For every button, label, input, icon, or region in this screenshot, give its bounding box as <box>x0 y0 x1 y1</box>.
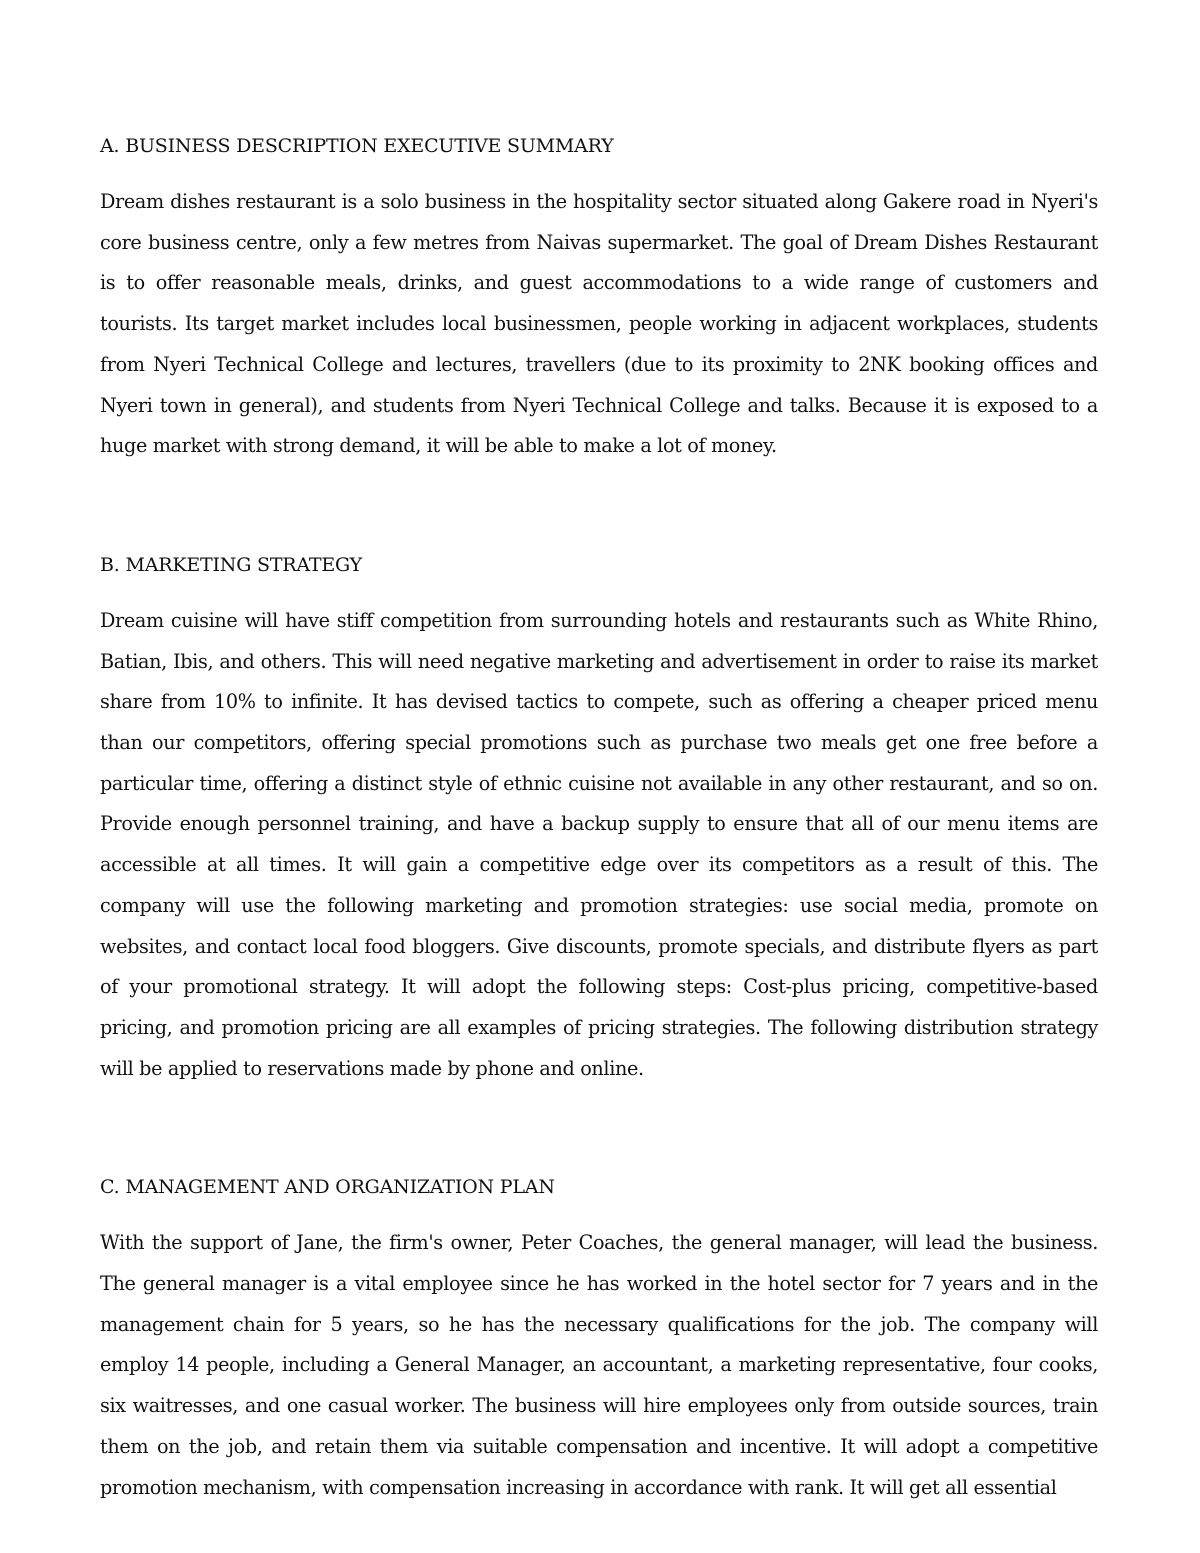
section-heading: A. BUSINESS DESCRIPTION EXECUTIVE SUMMARY <box>100 135 614 157</box>
section-body: Dream cuisine will have stiff competition from surrounding hotels and restaurants such as White Rhino, Batian, Ibis, and others. This will need negative marketing and advertisement in order to raise its market share from 10% to infinite. It has devised tactics to compete, such as offering a cheaper priced menu than our competitors, offering special promotions such as purchase two meals get one free before a particular time, offering a distinct style of ethnic cuisine not available in any other restaurant, and so on. Provide enough personnel training, and have a backup supply to ensure that all of our menu items are accessible at all times. It will gain a competitive edge over its competitors as a result of this. The company will use the following marketing and promotion strategies: use social media, promote on websites, and contact local food bloggers. Give discounts, promote specials, and distribute flyers as part of your promotional strategy. It will adopt the following steps: Cost-plus pricing, competitive-based pricing, and promotion pricing are all examples of pricing strategies. The following distribution strategy will be applied to reservations made by phone and online. <box>100 608 1098 1080</box>
section-body: Dream dishes restaurant is a solo business in the hospitality sector situated along Gakere road in Nyeri's core business centre, only a few metres from Naivas supermarket. The goal of Dream Dishes Restaurant is to offer reasonable meals, drinks, and guest accommodations to a wide range of customers and tourists. Its target market includes local businessmen, people working in adjacent workplaces, students from Nyeri Technical College and lectures, travellers (due to its proximity to 2NK booking offices and Nyeri town in general), and students from Nyeri Technical College and talks. Because it is exposed to a huge market with strong demand, it will be able to make a lot of money. <box>100 190 1098 458</box>
section-spacer <box>100 467 1098 547</box>
section-business-description <box>100 128 1098 467</box>
section-body: With the support of Jane, the firm's owner, Peter Coaches, the general manager, will lead the business. The general manager is a vital employee since he has worked in the hotel sector for 7 years and in the management chain for 5 years, so he has the necessary qualifications for the job. The company will employ 14 people, including a General Manager, an accountant, a marketing representative, four cooks, six waitresses, and one casual worker. The business will hire employees only from outside sources, train them on the job, and retain them via suitable compensation and incentive. It will adopt a competitive promotion mechanism, with compensation increasing in accordance with rank. It will get all essential <box>100 1231 1098 1499</box>
section-management-plan <box>100 1169 1098 1508</box>
section-marketing-strategy <box>100 547 1098 1089</box>
section-spacer <box>100 1089 1098 1169</box>
document-page <box>100 128 1098 1508</box>
section-heading: B. MARKETING STRATEGY <box>100 553 363 576</box>
section-heading: C. MANAGEMENT AND ORGANIZATION PLAN <box>100 1176 555 1199</box>
